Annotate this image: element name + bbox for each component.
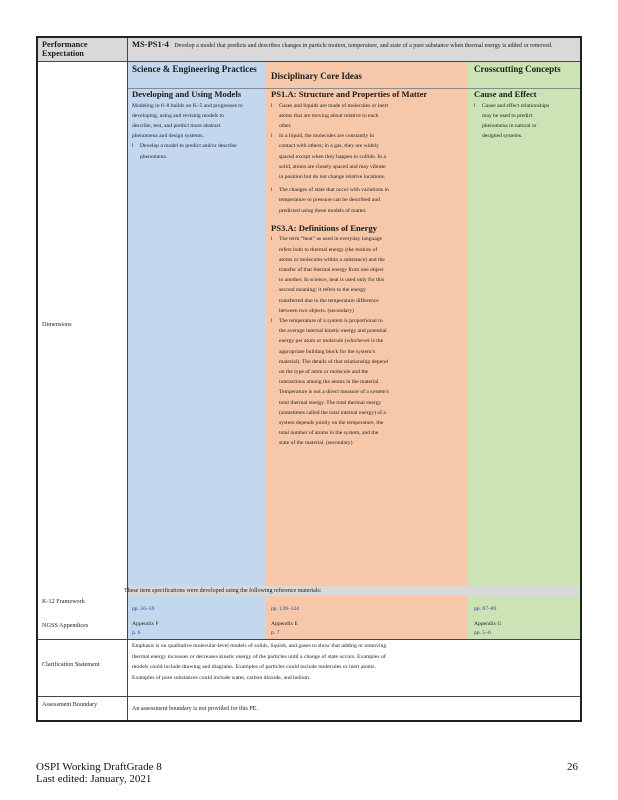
sep-framework-pages: pp. 56–59 — [132, 606, 155, 612]
sep-intro: Modeling in 6–8 builds on K–5 and progresses to developing, using and revising models to describe, test, and predict more abstract phenomena and design systems. — [132, 102, 243, 140]
ps1a-bullet: l In a liquid, the molecules are constantly in contact with others; in a gas, they are widely spaced except when they happen to collide. In a solid, atoms are closely spaced and may vibrate in position but do not change relative locations. — [271, 131, 389, 182]
dimensions-label: Dimensions — [42, 321, 72, 328]
ps1a-bullet: l The changes of state that occur with variations in temperature or pressure can be described and predicted using these models of matter. — [271, 185, 389, 216]
reference-note: These item specifications were developed using the following reference materials: — [124, 588, 322, 594]
assessment-label: Assessment Boundary — [42, 701, 98, 708]
dci-appendix: Appendix E p. 7 — [271, 621, 298, 636]
ccc-title: Cause and Effect — [474, 89, 537, 99]
clarification-text: Emphasis is on qualitative molecular-level models of solids, liquids, and gases to show that adding or removing thermal energy increases or decreases kinetic energy of the particles until a change of state occurs. Examples of models could include drawing and diagrams. Examples of particles could include molecules or inert atoms. Examples of pure substances could include water, carbon dioxide, and helium. — [132, 643, 387, 681]
sep-cell — [132, 90, 262, 162]
footer-draft: OSPI Working Draft — [36, 761, 127, 773]
pe-label: Performance Expectation — [42, 40, 88, 58]
ngss-appendices-label: NGSS Appendices — [42, 622, 89, 629]
sep-bullet: l Develop a model to predict and/or describe phenomena. — [132, 141, 244, 161]
sep-appendix: Appendix F p. 6 — [132, 621, 159, 636]
footer-grade: Grade 8 — [126, 761, 162, 773]
ccc-cell — [474, 90, 576, 141]
assessment-text: An assessment boundary is not provided for this PE. — [132, 706, 258, 712]
pe-table — [36, 36, 582, 722]
ccc-appendix: Appendix G pp. 5–6 — [474, 621, 502, 636]
k12-framework-label: K-12 Framework — [42, 598, 85, 605]
sep-title: Developing and Using Models — [132, 89, 242, 99]
ps3a-title: PS3.A: Definitions of Energy — [271, 222, 377, 233]
ps1a-bullet: l Gases and liquids are made of molecules or inert atoms that are moving about relative to each other. — [271, 101, 389, 132]
ccc-column-heading: Crosscutting Concepts — [474, 64, 561, 74]
page-number: 26 — [567, 761, 578, 773]
dci-framework-pages: pp. 120–124 — [271, 606, 299, 612]
ps3a-bullet: l The temperature of a system is proportional to the average internal kinetic energy and potential energy per atom or molecule (whichever is the appropriate building block for the system’s material). The details of that relationship depend on the type of atom or molecule and the interactions among the atoms in the material. Temperature is not a direct measure of a system's total thermal energy. The total thermal energy (sometimes called the total internal energy) of a system depends jointly on the temperature, the total number of atoms in the system, and the state of the material. (secondary) — [271, 316, 389, 449]
sep-column-heading: Science & Engineering Practices — [132, 64, 257, 74]
ps1a-title: PS1.A: Structure and Properties of Matter — [271, 89, 428, 99]
dci-cell — [271, 90, 466, 449]
pe-text: Develop a model that predicts and describes changes in particle motion, temperature, and state of a pure substance when thermal energy is added or removed. — [174, 43, 553, 49]
footer-left — [36, 761, 162, 785]
pe-statement — [132, 40, 572, 52]
pe-code: MS-PS1-4 — [132, 39, 169, 49]
footer-edited: Last edited: January, 2021 — [36, 773, 152, 785]
ps3a-bullet: l The term “heat” as used in everyday language refers both to thermal energy (the motion of atoms or molecules within a substance) and the transfer of that thermal energy from one object to another. In science, heat is used only for this second meaning; it refers to the energy transferred due to the temperature difference between two objects. (secondary) — [271, 234, 389, 316]
clarification-label: Clarification Statement — [42, 661, 100, 668]
dci-column-heading: Disciplinary Core Ideas — [271, 71, 362, 81]
ccc-bullet: l Cause and effect relationships may be used to predict phenomena in natural or designed systems. — [474, 101, 556, 142]
ccc-framework-pages: pp. 87–89 — [474, 606, 497, 612]
